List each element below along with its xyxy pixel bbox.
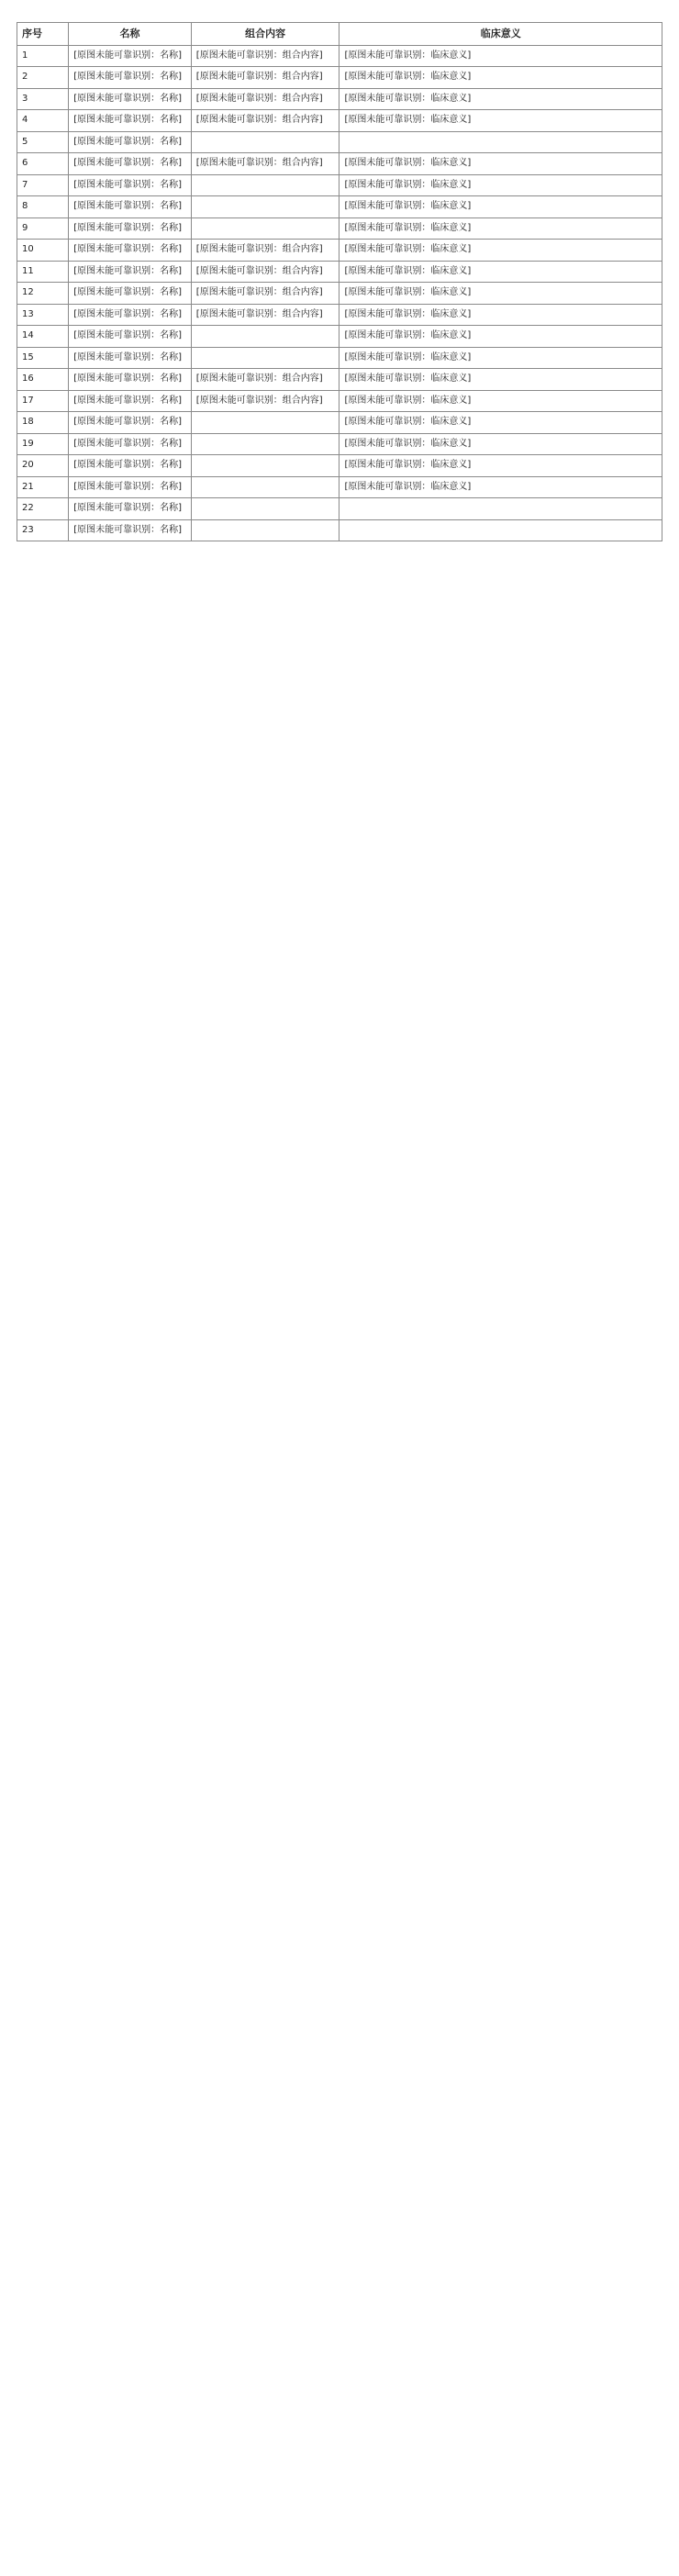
page <box>0 0 679 563</box>
row-name: [原图未能可靠识别：名称] <box>69 326 192 348</box>
row-name: [原图未能可靠识别：名称] <box>69 369 192 391</box>
row-name: [原图未能可靠识别：名称] <box>69 240 192 262</box>
table-row <box>17 476 662 498</box>
row-number: 2 <box>17 67 69 89</box>
row-content: [原图未能可靠识别：组合内容] <box>191 45 340 67</box>
row-number: 6 <box>17 153 69 175</box>
table-row <box>17 304 662 326</box>
table-row <box>17 131 662 153</box>
row-meaning: [原图未能可靠识别：临床意义] <box>340 326 662 348</box>
row-name: [原图未能可靠识别：名称] <box>69 45 192 67</box>
row-name: [原图未能可靠识别：名称] <box>69 88 192 110</box>
row-number: 3 <box>17 88 69 110</box>
row-content: [原图未能可靠识别：组合内容] <box>191 110 340 132</box>
table-row <box>17 326 662 348</box>
row-content: [原图未能可靠识别：组合内容] <box>191 261 340 283</box>
row-number: 18 <box>17 412 69 434</box>
table-row <box>17 412 662 434</box>
row-number: 10 <box>17 240 69 262</box>
row-meaning: [原图未能可靠识别：临床意义] <box>340 369 662 391</box>
table-row <box>17 240 662 262</box>
table-row <box>17 88 662 110</box>
row-meaning: [原图未能可靠识别：临床意义] <box>340 67 662 89</box>
row-meaning <box>340 498 662 520</box>
row-number: 22 <box>17 498 69 520</box>
header-meaning: 临床意义 <box>340 23 662 46</box>
row-content <box>191 412 340 434</box>
table-row <box>17 498 662 520</box>
row-meaning: [原图未能可靠识别：临床意义] <box>340 476 662 498</box>
row-name: [原图未能可靠识别：名称] <box>69 498 192 520</box>
row-content: [原图未能可靠识别：组合内容] <box>191 153 340 175</box>
row-number: 15 <box>17 347 69 369</box>
row-name: [原图未能可靠识别：名称] <box>69 261 192 283</box>
row-name: [原图未能可靠识别：名称] <box>69 131 192 153</box>
row-number: 23 <box>17 519 69 541</box>
row-number: 9 <box>17 217 69 240</box>
row-content <box>191 519 340 541</box>
table-row <box>17 433 662 455</box>
row-meaning: [原图未能可靠识别：临床意义] <box>340 304 662 326</box>
row-content <box>191 217 340 240</box>
row-meaning: [原图未能可靠识别：临床意义] <box>340 110 662 132</box>
row-name: [原图未能可靠识别：名称] <box>69 153 192 175</box>
row-number: 1 <box>17 45 69 67</box>
row-meaning: [原图未能可靠识别：临床意义] <box>340 240 662 262</box>
row-content <box>191 347 340 369</box>
row-content <box>191 455 340 477</box>
row-meaning: [原图未能可靠识别：临床意义] <box>340 433 662 455</box>
table-header <box>17 23 662 46</box>
row-number: 19 <box>17 433 69 455</box>
row-meaning <box>340 131 662 153</box>
table-header-row <box>17 23 662 46</box>
table-row <box>17 110 662 132</box>
row-name: [原图未能可靠识别：名称] <box>69 476 192 498</box>
row-name: [原图未能可靠识别：名称] <box>69 196 192 218</box>
row-meaning: [原图未能可靠识别：临床意义] <box>340 88 662 110</box>
row-name: [原图未能可靠识别：名称] <box>69 433 192 455</box>
row-meaning: [原图未能可靠识别：临床意义] <box>340 455 662 477</box>
row-meaning: [原图未能可靠识别：临床意义] <box>340 412 662 434</box>
table-row <box>17 455 662 477</box>
row-number: 11 <box>17 261 69 283</box>
row-meaning: [原图未能可靠识别：临床意义] <box>340 261 662 283</box>
row-number: 12 <box>17 283 69 305</box>
row-name: [原图未能可靠识别：名称] <box>69 412 192 434</box>
row-number: 21 <box>17 476 69 498</box>
table-row <box>17 153 662 175</box>
row-number: 7 <box>17 174 69 196</box>
row-content <box>191 476 340 498</box>
table-row <box>17 67 662 89</box>
row-meaning <box>340 519 662 541</box>
row-number: 14 <box>17 326 69 348</box>
table-row <box>17 519 662 541</box>
row-name: [原图未能可靠识别：名称] <box>69 304 192 326</box>
row-name: [原图未能可靠识别：名称] <box>69 519 192 541</box>
table-row <box>17 45 662 67</box>
table-row <box>17 347 662 369</box>
row-name: [原图未能可靠识别：名称] <box>69 347 192 369</box>
row-content: [原图未能可靠识别：组合内容] <box>191 369 340 391</box>
row-meaning: [原图未能可靠识别：临床意义] <box>340 174 662 196</box>
row-meaning: [原图未能可靠识别：临床意义] <box>340 390 662 412</box>
header-number: 序号 <box>17 23 69 46</box>
row-meaning: [原图未能可靠识别：临床意义] <box>340 196 662 218</box>
row-number: 4 <box>17 110 69 132</box>
medical-checkup-table <box>17 22 662 541</box>
table-row <box>17 369 662 391</box>
table-row <box>17 196 662 218</box>
table-row <box>17 174 662 196</box>
row-name: [原图未能可靠识别：名称] <box>69 110 192 132</box>
row-meaning: [原图未能可靠识别：临床意义] <box>340 217 662 240</box>
row-content: [原图未能可靠识别：组合内容] <box>191 67 340 89</box>
row-content <box>191 498 340 520</box>
row-name: [原图未能可靠识别：名称] <box>69 390 192 412</box>
row-number: 8 <box>17 196 69 218</box>
header-content: 组合内容 <box>191 23 340 46</box>
row-content <box>191 196 340 218</box>
row-meaning: [原图未能可靠识别：临床意义] <box>340 283 662 305</box>
table-body <box>17 45 662 541</box>
row-name: [原图未能可靠识别：名称] <box>69 217 192 240</box>
row-number: 5 <box>17 131 69 153</box>
header-name: 名称 <box>69 23 192 46</box>
row-content: [原图未能可靠识别：组合内容] <box>191 240 340 262</box>
row-name: [原图未能可靠识别：名称] <box>69 455 192 477</box>
row-content: [原图未能可靠识别：组合内容] <box>191 304 340 326</box>
row-content: [原图未能可靠识别：组合内容] <box>191 283 340 305</box>
row-content <box>191 131 340 153</box>
row-content: [原图未能可靠识别：组合内容] <box>191 390 340 412</box>
row-number: 20 <box>17 455 69 477</box>
row-name: [原图未能可靠识别：名称] <box>69 283 192 305</box>
table-row <box>17 390 662 412</box>
row-content <box>191 326 340 348</box>
row-content: [原图未能可靠识别：组合内容] <box>191 88 340 110</box>
row-meaning: [原图未能可靠识别：临床意义] <box>340 45 662 67</box>
table-row <box>17 217 662 240</box>
row-number: 13 <box>17 304 69 326</box>
row-meaning: [原图未能可靠识别：临床意义] <box>340 153 662 175</box>
row-number: 17 <box>17 390 69 412</box>
row-name: [原图未能可靠识别：名称] <box>69 67 192 89</box>
row-name: [原图未能可靠识别：名称] <box>69 174 192 196</box>
table-row <box>17 261 662 283</box>
row-content <box>191 174 340 196</box>
row-content <box>191 433 340 455</box>
row-number: 16 <box>17 369 69 391</box>
table-row <box>17 283 662 305</box>
row-meaning: [原图未能可靠识别：临床意义] <box>340 347 662 369</box>
